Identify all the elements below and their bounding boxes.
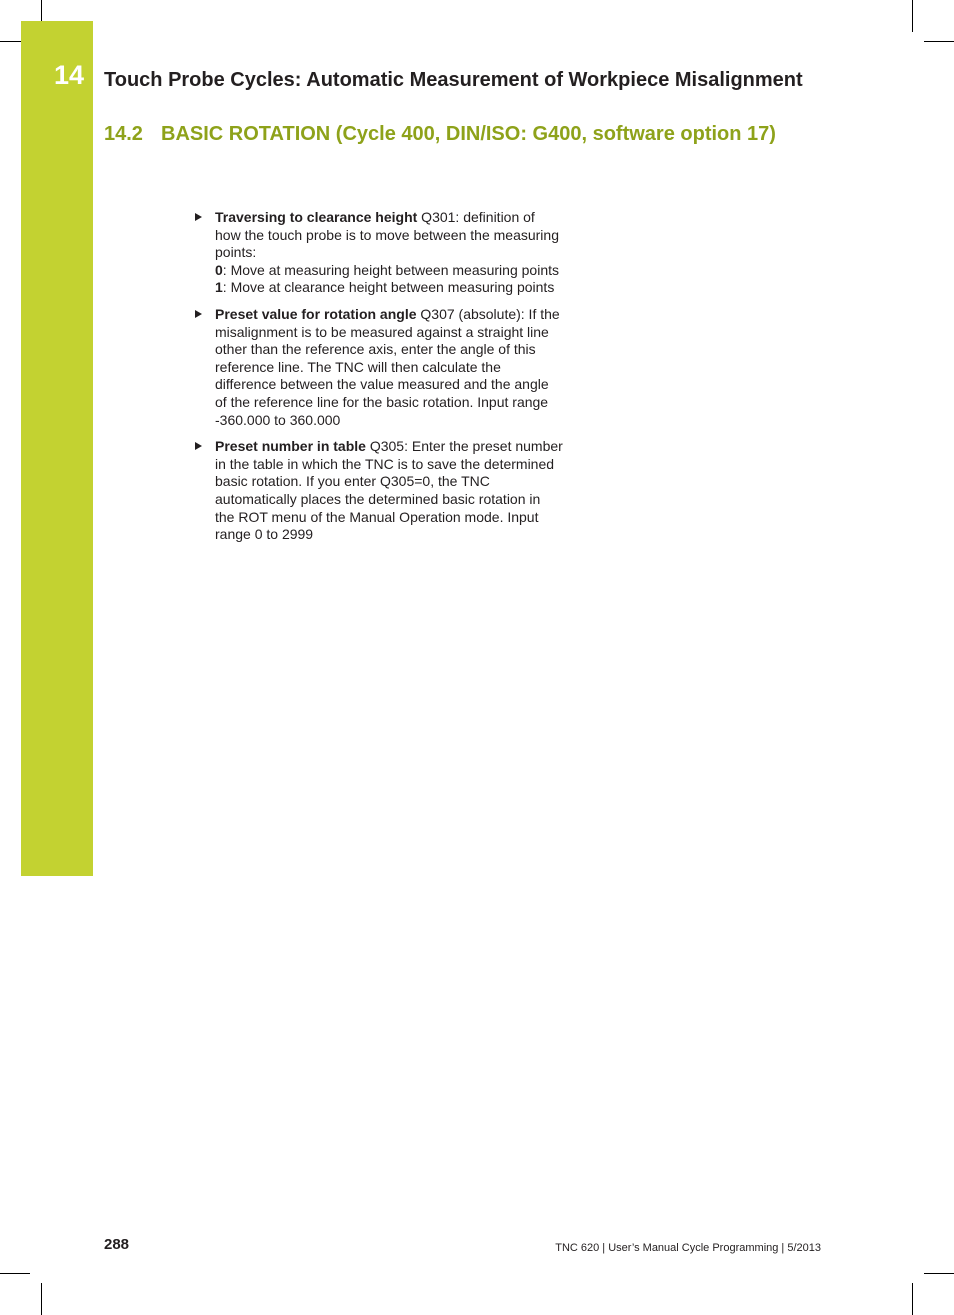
- parameter-term: Traversing to clearance height: [215, 209, 418, 225]
- crop-mark: [912, 0, 913, 32]
- option-key: 0: [215, 261, 223, 278]
- parameter-item: [193, 438, 563, 544]
- triangle-bullet-icon: [195, 442, 202, 450]
- parameter-term: Preset value for rotation angle: [215, 305, 417, 322]
- footer-text: TNC 620 | User’s Manual Cycle Programming | 5/2013: [555, 1242, 821, 1254]
- page-number: 288: [104, 1236, 130, 1253]
- parameter-description: Q301: definition of how the touch probe is to move between the measuring points:: [215, 209, 559, 261]
- parameter-list: [193, 209, 563, 553]
- chapter-number: 14: [54, 60, 85, 90]
- chapter-side-bar: [21, 21, 93, 876]
- crop-mark: [924, 41, 954, 42]
- option-text: : Move at measuring height between measuring points: [222, 261, 559, 278]
- option-key: 1: [215, 279, 223, 296]
- parameter-term: Preset number in table: [215, 438, 366, 455]
- crop-mark: [41, 1283, 42, 1315]
- crop-mark: [924, 1273, 954, 1274]
- parameter-description: Q307 (absolute): If the misalignment is to be measured against a straight line other than the reference axis, enter the angle of this reference line. The TNC will then calculate the difference between the value measured and the angle of the reference line for the basic rotation. Input range -360.000 to 360.000: [215, 305, 560, 428]
- parameter-option: [215, 279, 563, 297]
- section-title-text: BASIC ROTATION (Cycle 400, DIN/ISO: G400, software option 17): [161, 123, 776, 145]
- chapter-title: Touch Probe Cycles: Automatic Measurement of Workpiece Misalignment: [104, 69, 803, 91]
- parameter-item: [193, 306, 563, 429]
- triangle-bullet-icon: [195, 213, 202, 221]
- parameter-description: Q305: Enter the preset number in the table in which the TNC is to save the determined basic rotation. If you enter Q305=0, the TNC automatically places the determined basic rotation in the ROT menu of the Manual Operation mode. Input range 0 to 2999: [215, 438, 563, 543]
- section-number: 14.2: [104, 123, 143, 145]
- crop-mark: [0, 1273, 30, 1274]
- option-text: : Move at clearance height between measuring points: [222, 279, 555, 296]
- parameter-option: [215, 262, 563, 280]
- section-title: [104, 122, 934, 146]
- crop-mark: [912, 1283, 913, 1315]
- parameter-item: [193, 209, 563, 297]
- triangle-bullet-icon: [195, 310, 202, 318]
